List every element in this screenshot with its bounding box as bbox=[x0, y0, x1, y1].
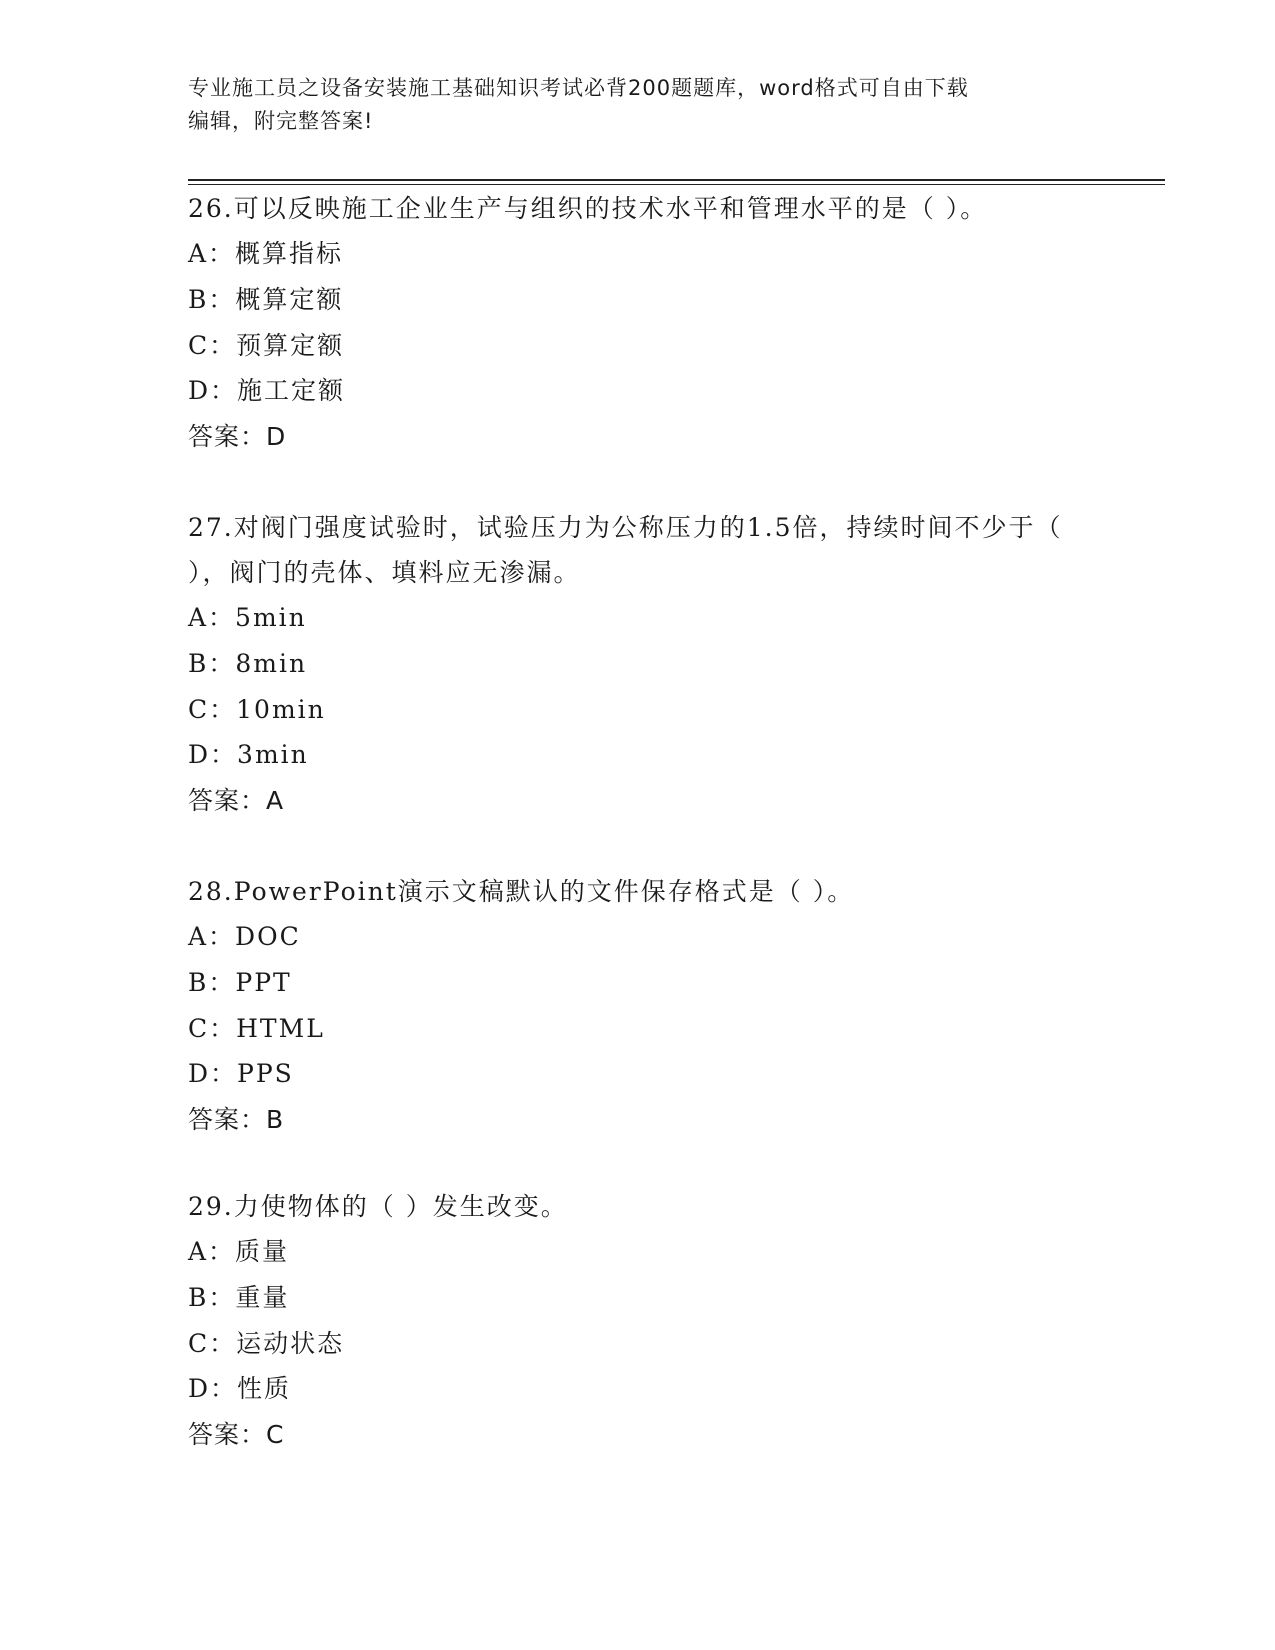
option-a: A：概算指标 bbox=[188, 239, 344, 268]
option-a: A：质量 bbox=[188, 1237, 290, 1266]
option-c: C：10min bbox=[188, 694, 326, 724]
question-28 bbox=[188, 869, 1088, 1143]
question-stem: 28.PowerPoint演示文稿默认的文件保存格式是（ ）。 bbox=[188, 877, 855, 906]
option-d: D：PPS bbox=[188, 1059, 294, 1089]
option-b: B：重量 bbox=[188, 1282, 290, 1312]
answer-line: 答案：C bbox=[188, 1420, 285, 1450]
option-a: A：DOC bbox=[188, 922, 301, 951]
answer-line: 答案：D bbox=[188, 422, 287, 452]
option-c: C：运动状态 bbox=[188, 1328, 345, 1358]
option-c: C：HTML bbox=[188, 1013, 325, 1043]
option-d: D：性质 bbox=[188, 1374, 292, 1404]
header-title-line-2: 编辑，附完整答案! bbox=[188, 109, 374, 133]
answer-line: 答案：B bbox=[188, 1105, 285, 1135]
header-title-line-1: 专业施工员之设备安装施工基础知识考试必背200题题库，word格式可自由下载 bbox=[188, 76, 969, 100]
option-a: A：5min bbox=[188, 603, 307, 632]
option-b: B：概算定额 bbox=[188, 284, 344, 314]
question-stem: 26.可以反映施工企业生产与组织的技术水平和管理水平的是（ ）。 bbox=[188, 194, 988, 223]
question-29 bbox=[188, 1184, 1088, 1458]
option-d: D：3min bbox=[188, 740, 309, 770]
option-b: B：PPT bbox=[188, 967, 292, 997]
document-header bbox=[188, 72, 1088, 138]
question-27 bbox=[188, 505, 1088, 824]
option-d: D：施工定额 bbox=[188, 376, 346, 406]
header-divider-thin bbox=[188, 184, 1165, 185]
option-b: B：8min bbox=[188, 648, 308, 678]
question-stem: 27.对阀门强度试验时，试验压力为公称压力的1.5倍，持续时间不少于（ ），阀门的壳体、填料应无渗漏。 bbox=[188, 513, 1063, 587]
option-c: C：预算定额 bbox=[188, 330, 345, 360]
header-divider-thick bbox=[188, 179, 1165, 181]
question-26 bbox=[188, 186, 1088, 460]
question-stem: 29.力使物体的（ ）发生改变。 bbox=[188, 1192, 568, 1221]
answer-line: 答案：A bbox=[188, 786, 285, 816]
